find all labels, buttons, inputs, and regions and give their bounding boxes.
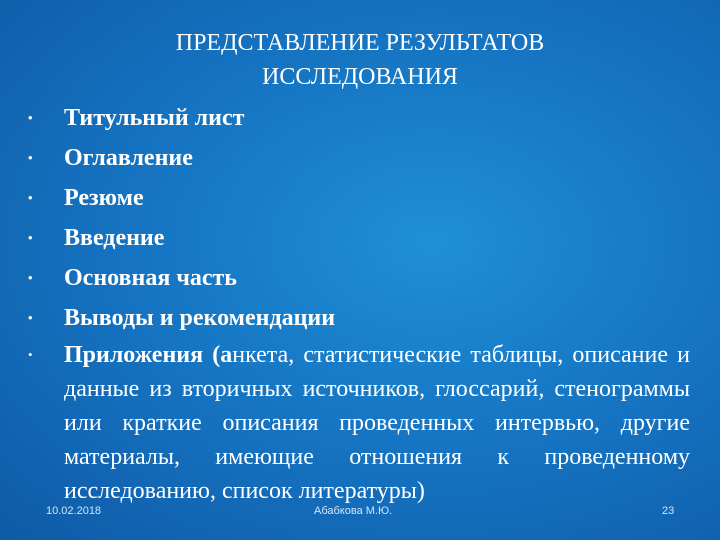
bullet-item-introduction	[28, 218, 690, 258]
bullet-text: Резюме	[64, 185, 144, 211]
footer-date: 10.02.2018	[46, 505, 102, 517]
bullet-list	[28, 98, 690, 508]
bullet-text: Титульный лист	[64, 105, 245, 131]
bullet-icon: •	[28, 310, 33, 325]
bullet-icon: •	[28, 190, 33, 205]
page-number: 23	[662, 505, 675, 517]
bullet-item-title-page	[28, 98, 690, 138]
bullet-item-main-part	[28, 258, 690, 298]
bullet-icon: •	[28, 150, 33, 165]
bullet-icon: •	[28, 270, 33, 285]
appendices-label: Приложения (а	[64, 342, 233, 368]
bullet-item-appendices	[28, 338, 690, 508]
title-line-2: ИССЛЕДОВАНИЯ	[262, 64, 458, 90]
title-line-1: ПРЕДСТАВЛЕНИЕ РЕЗУЛЬТАТОВ	[175, 30, 545, 56]
bullet-icon: •	[28, 230, 33, 245]
bullet-item-contents	[28, 138, 690, 178]
footer-author: Абабкова М.Ю.	[314, 505, 393, 517]
bullet-text: Оглавление	[64, 145, 193, 171]
slide-title	[60, 26, 660, 94]
bullet-icon: •	[28, 110, 33, 125]
bullet-text: Введение	[64, 225, 165, 251]
appendices-description: нкета, статистические таблицы, описание и данные из вторичных источников, глоссарий, стенограммы или краткие описания проведенных интервью, другие материалы, имеющие отношения к проведенному исследованию, список литературы)	[64, 342, 690, 504]
bullet-icon: •	[28, 347, 33, 362]
bullet-text: Выводы и рекомендации	[64, 305, 336, 331]
bullet-item-summary	[28, 178, 690, 218]
bullet-item-conclusions	[28, 298, 690, 338]
bullet-text: Основная часть	[64, 265, 237, 291]
